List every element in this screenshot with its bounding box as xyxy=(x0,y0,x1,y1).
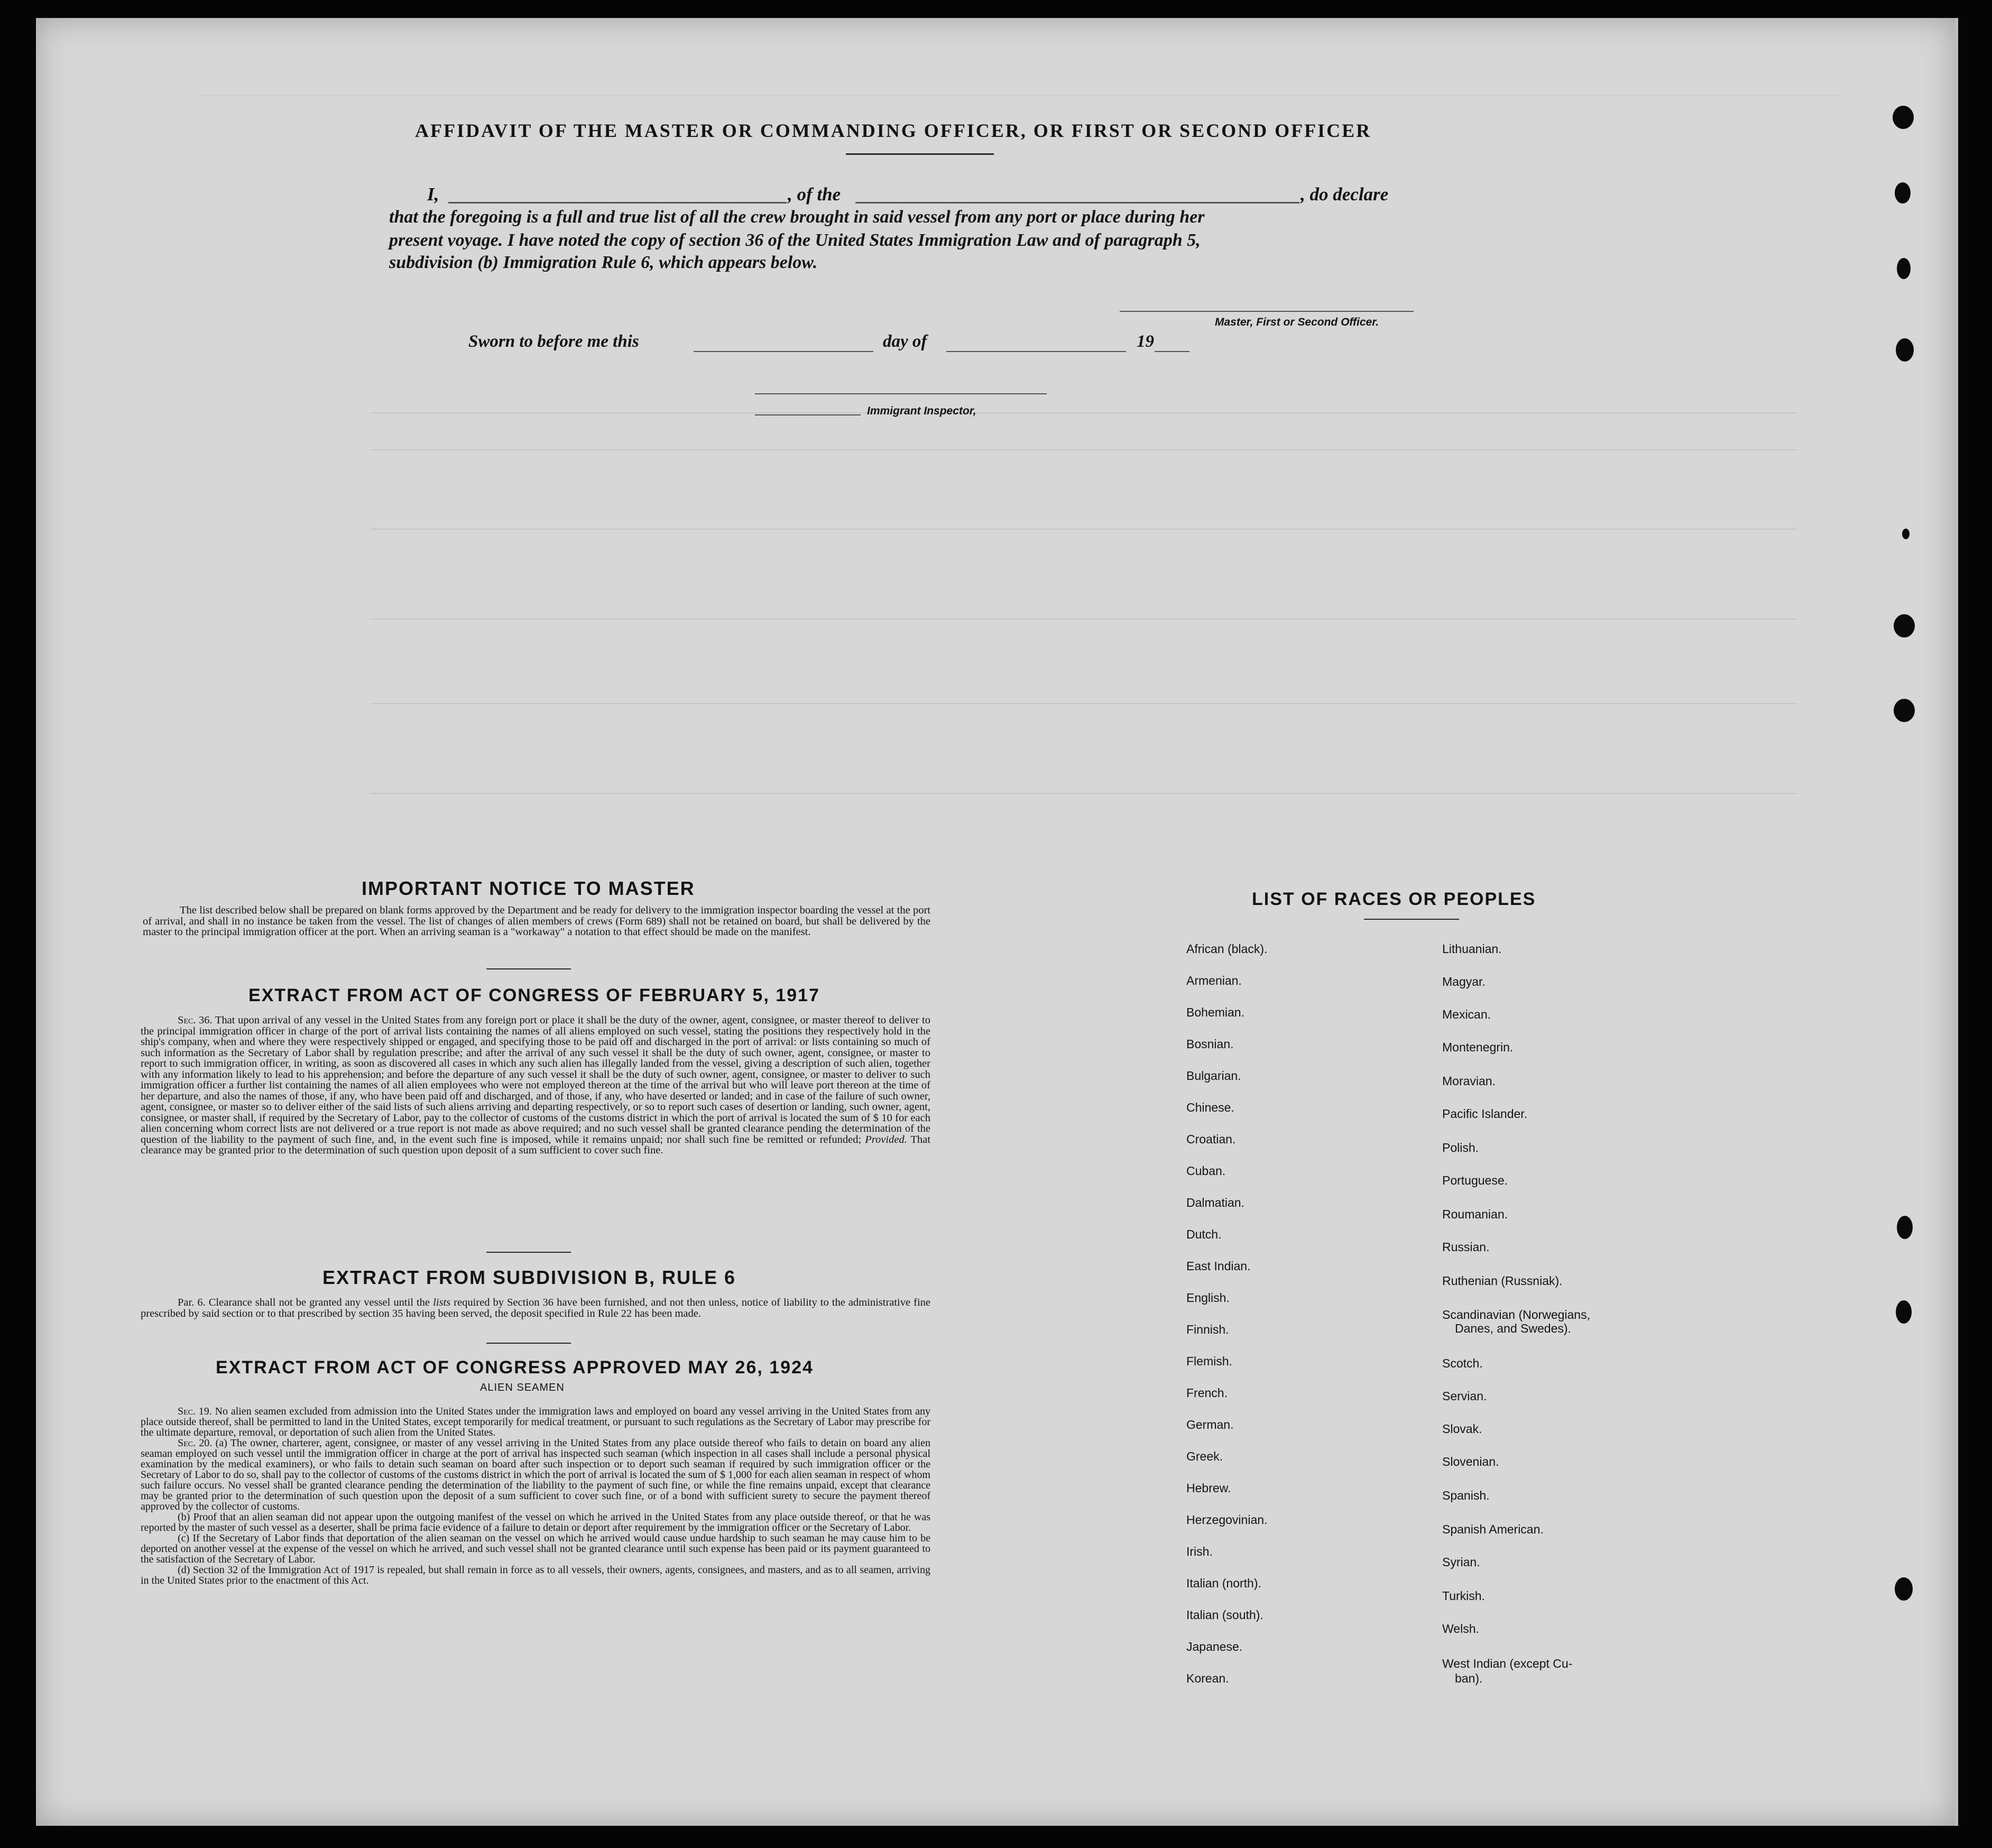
sec-19-label: Sec. 19. xyxy=(178,1406,212,1417)
race-item: Cuban. xyxy=(1186,1164,1226,1178)
sec-20-label: Sec. 20. xyxy=(178,1437,213,1449)
sworn-label: Sworn to before me this xyxy=(468,332,639,351)
race-item: French. xyxy=(1186,1386,1228,1400)
race-item: Scotch. xyxy=(1442,1356,1483,1370)
binder-hole xyxy=(1896,1300,1912,1324)
race-item: Slovak. xyxy=(1442,1422,1482,1436)
race-item: Slovenian. xyxy=(1442,1455,1499,1468)
race-item: Herzegovinian. xyxy=(1186,1513,1268,1527)
race-item: East Indian. xyxy=(1186,1259,1251,1273)
notice-text: The list described below shall be prepared on blank forms approved by the Department and be ready for delivery to the immigration inspector boarding the vessel at the port of arrival, and shall in no instance be taken from the vessel. The list of changes of alien members of crews (Form 689) shall not be retained on board, but shall be delivered by the master to the principal immigration officer at the port. When an arriving seaman is a "workaway" a notation to that effect should be made on the manifest. xyxy=(143,904,930,938)
race-item: Korean. xyxy=(1186,1671,1229,1685)
inspector-blank[interactable] xyxy=(755,414,861,415)
extract-rule6-title: EXTRACT FROM SUBDIVISION B, RULE 6 xyxy=(322,1267,736,1288)
race-item: Syrian. xyxy=(1442,1555,1480,1569)
extract-1924-body xyxy=(141,1406,930,1586)
extract-rule6-body xyxy=(141,1297,930,1319)
race-item: Chinese. xyxy=(1186,1101,1234,1114)
binder-hole xyxy=(1895,1577,1913,1601)
race-item: German. xyxy=(1186,1418,1234,1431)
race-item: Greek. xyxy=(1186,1449,1223,1463)
sec-20a-text: (a) The owner, charterer, agent, consignee, or master of any vessel arriving in the United States from any place outside thereof who fails to detain on board any alien seaman employed on such vessel until the immigration officer in charge at the port of arrival has inspected such seaman (which inspection in all cases shall include a personal physical examination by the medical examiners), or who fails to detain such seaman on board after such inspection or to deport such seaman if required by such immigration officer or the Secretary of Labor to do so, shall pay to the collector of customs of the customs district in which the port of arrival is located the sum of $ 1,000 for each alien seaman in respect of whom such failure occurs. No vessel shall be granted clearance pending the determination of the liability to the payment of such fine, or while the fine remains unpaid, except that clearance may be granted prior to the determination of such question upon the deposit of a sum sufficient to cover such fine, or of a bond with sufficient surety to secure the payment thereof approved by the collector of customs. xyxy=(141,1437,930,1512)
race-item: Flemish. xyxy=(1186,1354,1232,1368)
race-item: Turkish. xyxy=(1442,1589,1485,1603)
year-label: 19 xyxy=(1137,332,1154,351)
sec-36-label: Sec. 36. xyxy=(178,1014,213,1026)
sec-20c-text: (c) If the Secretary of Labor finds that deportation of the alien seaman on the vessel on which he arrived would cause undue hardship to such seaman he may cause him to be deported on another vessel at the expense of the vessel on which he arrived, and such vessel shall not be granted clearance until such expense has been paid or its payment guaranteed to the satisfaction of the Secretary of Labor. xyxy=(141,1532,930,1565)
race-item: Montenegrin. xyxy=(1442,1040,1514,1054)
binder-hole xyxy=(1895,182,1911,204)
sec-19-text: No alien seamen excluded from admission into the United States under the immigration laws and employed on board any vessel arriving in the United States from any place outside thereof, shall be permitted to land in the United States, except temporarily for medical treatment, or pursuant to such regulations as the Secretary of Labor may prescribe for the ultimate departure, removal, or deportation of such alien from the United States. xyxy=(141,1406,930,1438)
race-item: Ruthenian (Russniak). xyxy=(1442,1274,1563,1288)
race-item: English. xyxy=(1186,1291,1230,1305)
binder-hole xyxy=(1897,1216,1913,1239)
race-item: Bosnian. xyxy=(1186,1037,1234,1051)
sec-20d-text: (d) Section 32 of the Immigration Act of 1917 is repealed, but shall remain in force as to all vessels, their owners, agents, consignees, and masters, and as to all seamen, arriving in the United States prior to the enactment of this Act. xyxy=(141,1564,930,1586)
race-item: Armenian. xyxy=(1186,974,1242,987)
extract-1917-title: EXTRACT FROM ACT OF CONGRESS OF FEBRUARY 5, 1917 xyxy=(248,985,820,1005)
bleed-through-line xyxy=(370,412,1797,413)
binder-hole xyxy=(1897,258,1911,279)
race-item: Scandinavian (Norwegians, xyxy=(1442,1308,1590,1322)
notice-body xyxy=(143,905,930,938)
provided-word: Provided. xyxy=(865,1133,907,1145)
bleed-through-line xyxy=(370,793,1797,794)
affidavit-line-1-of: , of the xyxy=(788,184,841,205)
day-of-label: day of xyxy=(883,332,927,351)
alien-seamen-subtitle: ALIEN SEAMEN xyxy=(480,1382,565,1393)
race-item: Danes, and Swedes). xyxy=(1455,1322,1571,1335)
affidavit-line-3: present voyage. I have noted the copy of section 36 of the United States Immigration Law and of paragraph 5, xyxy=(389,230,1201,250)
races-underline xyxy=(1364,919,1459,920)
divider xyxy=(486,1343,571,1344)
race-item: Japanese. xyxy=(1186,1640,1243,1653)
year-blank[interactable] xyxy=(1155,351,1189,352)
inspector-label: Immigrant Inspector, xyxy=(867,405,976,417)
race-item: Finnish. xyxy=(1186,1323,1229,1336)
bleed-through-line xyxy=(370,449,1797,450)
extract-1924-title: EXTRACT FROM ACT OF CONGRESS APPROVED MAY 26, 1924 xyxy=(216,1357,814,1378)
bleed-through-line xyxy=(370,529,1797,530)
race-item: Bulgarian. xyxy=(1186,1069,1241,1083)
declarant-name-blank[interactable] xyxy=(448,202,787,204)
race-item: Italian (south). xyxy=(1186,1608,1264,1622)
divider xyxy=(486,1252,571,1253)
race-item: Polish. xyxy=(1442,1141,1479,1154)
race-item: Portuguese. xyxy=(1442,1174,1508,1187)
race-item: Russian. xyxy=(1442,1240,1490,1254)
race-item: Dalmatian. xyxy=(1186,1196,1244,1209)
affidavit-line-1-end: , do declare xyxy=(1301,184,1389,205)
signature-label: Master, First or Second Officer. xyxy=(1215,316,1379,328)
sworn-day-blank[interactable] xyxy=(694,351,873,352)
races-title: LIST OF RACES OR PEOPLES xyxy=(1252,889,1536,909)
notice-title: IMPORTANT NOTICE TO MASTER xyxy=(362,877,695,899)
binder-hole xyxy=(1902,529,1910,539)
race-item: Lithuanian. xyxy=(1442,942,1502,956)
binder-hole xyxy=(1896,338,1914,362)
bleed-through-line xyxy=(370,618,1797,620)
binder-hole xyxy=(1893,106,1914,129)
race-item: Welsh. xyxy=(1442,1622,1479,1636)
race-item: Italian (north). xyxy=(1186,1576,1261,1590)
race-item: Moravian. xyxy=(1442,1074,1496,1088)
race-item: Spanish. xyxy=(1442,1489,1490,1502)
affidavit-line-1-i: I, xyxy=(427,184,439,205)
race-item: Dutch. xyxy=(1186,1227,1222,1241)
race-item: Pacific Islander. xyxy=(1442,1107,1528,1121)
bleed-through-line xyxy=(370,703,1797,704)
title-underline xyxy=(846,153,994,155)
race-item: African (black). xyxy=(1186,942,1268,956)
race-item: Croatian. xyxy=(1186,1132,1236,1146)
signature-blank[interactable] xyxy=(1120,311,1414,312)
race-item: Magyar. xyxy=(1442,975,1486,988)
race-item: Spanish American. xyxy=(1442,1522,1544,1536)
race-item: Bohemian. xyxy=(1186,1005,1244,1019)
sec-36-end: That clearance may be granted prior to the determination of such question upon deposit of a sum sufficient to cover such fine. xyxy=(141,1133,930,1156)
extract-1917-body xyxy=(141,1015,930,1156)
race-item: Irish. xyxy=(1186,1545,1213,1558)
lists-word: lists xyxy=(433,1297,451,1308)
binder-hole xyxy=(1894,699,1915,722)
race-item: Mexican. xyxy=(1442,1008,1491,1021)
rule6-text: Par. 6. Clearance shall not be granted any vessel until the xyxy=(178,1297,430,1308)
divider xyxy=(486,968,571,969)
sworn-month-blank[interactable] xyxy=(946,351,1126,352)
rule6-end: required by Section 36 have been furnished, and not then unless, notice of liability to the administrative fine prescribed by said section or to that prescribed by section 35 having been served, the deposit specified in Rule 22 has been made. xyxy=(141,1297,931,1319)
vessel-name-blank[interactable] xyxy=(855,202,1299,204)
race-item: ban). xyxy=(1455,1671,1483,1685)
affidavit-line-4: subdivision (b) Immigration Rule 6, which appears below. xyxy=(389,253,818,272)
bleed-through-line xyxy=(201,95,1840,96)
binder-hole xyxy=(1894,614,1915,637)
race-item: Servian. xyxy=(1442,1389,1487,1403)
affidavit-title: AFFIDAVIT OF THE MASTER OR COMMANDING OFFICER, OR FIRST OR SECOND OFFICER xyxy=(415,120,1372,141)
race-item: Roumanian. xyxy=(1442,1207,1508,1221)
inspector-blank-top[interactable] xyxy=(755,393,1047,394)
race-item: West Indian (except Cu- xyxy=(1442,1657,1573,1670)
affidavit-line-2: that the foregoing is a full and true list of all the crew brought in said vessel from any port or place during her xyxy=(389,207,1205,227)
race-item: Hebrew. xyxy=(1186,1481,1231,1495)
sec-36-text: That upon arrival of any vessel in the United States from any foreign port or place it shall be the duty of the owner, agent, consignee, or master thereof to deliver to the principal immigration officer in charge of the port of arrival lists containing the names of all aliens employed on such vessel, stating the positions they respectively hold in the ship's company, when and where they were respectively shipped or engaged, and specifying those to be paid off and discharged in the port of arrival: or lists containing so much of such information as the Secretary of Labor shall by regulation prescribe; and after the arrival of any such vessel it shall be the duty of such owner, agent, consignee, or master to report to such immigration officer, in writing, as soon as discovered all cases in which any such alien has illegally landed from the vessel, giving a description of such alien, together with any information likely to lead to his apprehension; and before the departure of any such vessel it shall be the duty of such owner, agent, consignee, or master to deliver to such immigration officer a further list containing the names of all alien employees who were not employed thereon at the time of the arrival but who will leave port thereon at the time of her departure, and also the names of those, if any, who have been paid off and discharged, and of those, if any, who have deserted or landed; and in case of the failure of such owner, agent, consignee, or master so to deliver either of the said lists of such aliens arriving and departing respectively, or so to report such cases of desertion or landing, such owner, agent, consignee, or master shall, if required by the Secretary of Labor, pay to the collector of customs of the customs district in which the port of arrival is located the sum of $ 10 for each alien concerning whom correct lists are not delivered or a true report is not made as above required; and no such vessel shall be granted clearance pending the determination of the question of the liability to the payment of such fine, and, in the event such fine is imposed, while it remains unpaid; nor shall such fine be remitted or refunded; xyxy=(141,1014,930,1145)
sec-20b-text: (b) Proof that an alien seaman did not appear upon the outgoing manifest of the vessel on which he arrived in the United States from any place outside thereof, or that he was reported by the master of such vessel as a deserter, shall be prima facie evidence of a failure to detain or deport after requirement by the immigration officer or the Secretary of Labor. xyxy=(141,1511,930,1533)
